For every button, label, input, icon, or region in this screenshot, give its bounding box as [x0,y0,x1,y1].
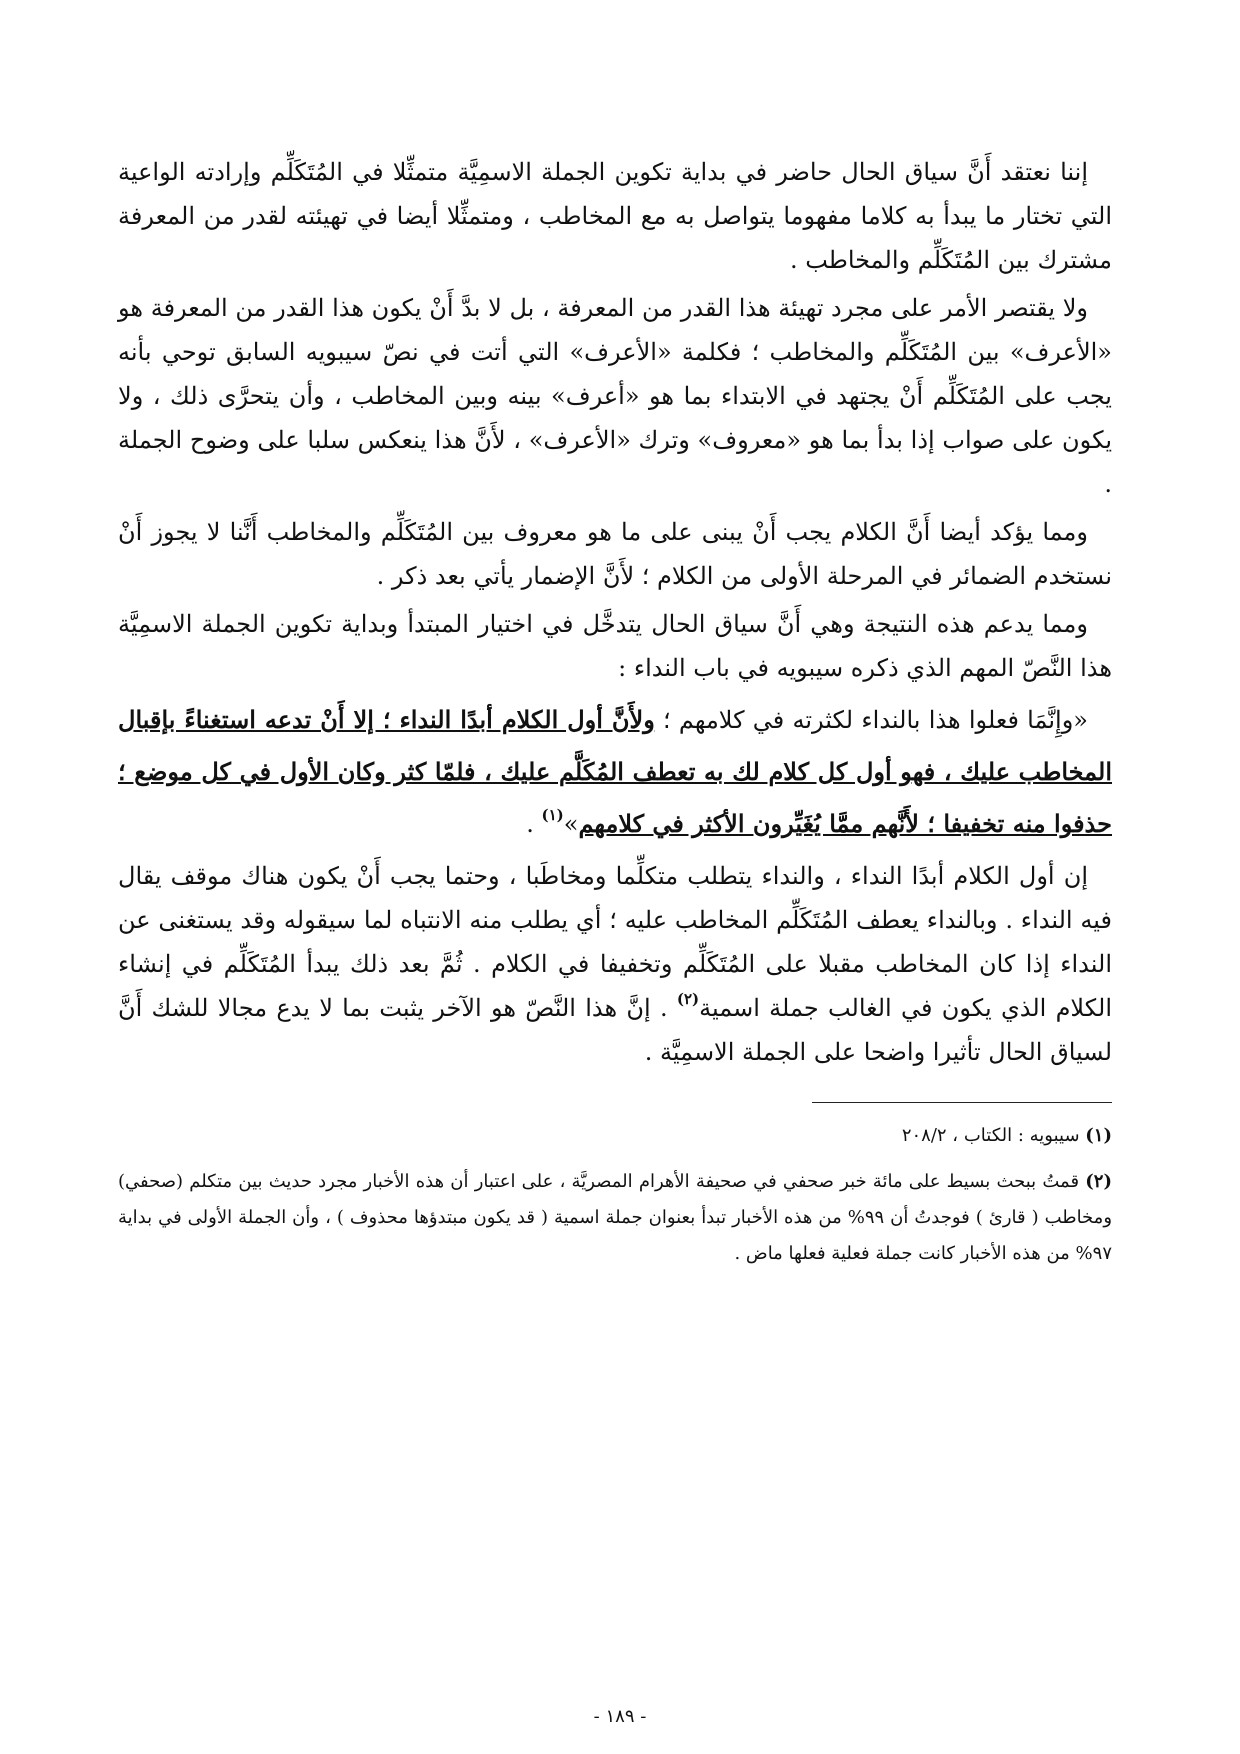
footnote-2-text: قمتُ ببحث بسيط على مائة خبر صحفي في صحيفة الأهرام المصريَّة ، على اعتبار أن هذه الأخبار مجرد حديث بين متكلم (صحفي) ومخاطب ( قارئ ) فوجدتُ أن ٩٩% من هذه الأخبار تبدأ بعنوان جملة اسمية ( قد يكون مبتدؤها محذوف ) ، وأن الجملة الأولى في بداية ٩٧% من هذه الأخبار كانت جملة فعلية فعلها ماض . [118,1171,1113,1264]
paragraph-5 [118,854,1112,1074]
quote-closing-mark: » [563,810,579,838]
paragraph-2: ولا يقتصر الأمر على مجرد تهيئة هذا القدر من المعرفة ، بل لا بدَّ أَنْ يكون هذا القدر من المعرفة هو «الأعرف» بين المُتَكَلِّم والمخاطب ؛ فكلمة «الأعرف» التي أتت في نصّ سيبويه السابق توحي بأنه يجب على المُتَكَلِّم أَنْ يجتهد في الابتداء بما هو «أعرف» بينه وبين المخاطب ، وأن يتحرَّى ذلك ، ولا يكون على صواب إذا بدأ بما هو «معروف» وترك «الأعرف» ، لأَنَّ هذا ينعكس سلبا على وضوح الجملة . [118,294,1112,498]
footnote-2-number: (٢) [1085,1171,1112,1192]
paragraph-3: ومما يؤكد أيضا أَنَّ الكلام يجب أَنْ يبنى على ما هو معروف بين المُتَكَلِّم والمخاطب أَنَّنا لا يجوز أَنْ نستخدم الضمائر في المرحلة الأولى من الكلام ؛ لأَنَّ الإضمار يأتي بعد ذكر . [118,518,1112,590]
page-number: - ١٨٩ - [593,1706,647,1727]
footnote-ref-1[interactable]: (١) [541,806,564,824]
footnotes [118,1118,1112,1282]
paragraph-1: إننا نعتقد أَنَّ سياق الحال حاضر في بداية تكوين الجملة الاسمِيَّة متمثِّلا في المُتَكَلِّم وإرادته الواعية التي تختار ما يبدأ به كلاما مفهوما يتواصل به مع المخاطب ، ومتمثِّلا أيضا في تهيئته لقدر من المعرفة مشترك بين المُتَكَلِّم والمخاطب . [118,158,1112,274]
quote-end: . [526,810,542,838]
footnote-ref-2[interactable]: (٢) [676,990,700,1008]
paragraph-5-part-a: إن أول الكلام أبدًا النداء ، والنداء يتطلب متكلِّما ومخاطَبا ، وحتما يجب أَنْ يكون هناك موقف يقال فيه النداء . وبالنداء يعطف المُتَكَلِّم المخاطب عليه ؛ أي يطلب منه الانتباه لما سيقوله وقد يستغنى عن النداء إذا كان المخاطب مقبلا على المُتَكَلِّم وتخفيفا في الكلام . ثُمَّ بعد ذلك يبدأ المُتَكَلِّم في إنشاء الكلام الذي يكون في الغالب جملة اسمية [118,862,1112,1022]
quote-underlined-text: ولأَنَّ أول الكلام أبدًا النداء ؛ إلا أَنْ تدعه استغناءً بإقبال المخاطب عليك ، فهو أول كل كلام لك به تعطف المُكَلَّم عليك ، فلمّا كثر وكان الأول في كل موضع ؛ حذفوا منه تخفيفا ؛ لأَنَّهم ممَّا يُغَيِّرون الأكثر في كلامهم [118,705,1112,838]
footnote-1 [118,1118,1112,1154]
paragraph-5-part-b: . إنَّ هذا النَّصّ هو الآخر يثبت بما لا يدع مجالا للشك أَنَّ لسياق الحال تأثيرا واضحا على الجملة الاسمِيَّة . [118,994,1112,1066]
main-text [118,150,1112,1078]
footnote-separator [812,1102,1112,1103]
footnote-1-text: سيبويه : الكتاب ، ٢٠٨/٢ [901,1125,1080,1146]
footnote-1-number: (١) [1085,1125,1112,1146]
quote-opening: «وإِنَّمَا فعلوا هذا بالنداء لكثرته في كلامهم ؛ [654,706,1088,734]
footnote-2 [118,1164,1112,1272]
sibawayh-quote [118,694,1112,850]
paragraph-4: ومما يدعم هذه النتيجة وهي أَنَّ سياق الحال يتدخَّل في اختيار المبتدأ وبداية تكوين الجملة الاسمِيَّة هذا النَّصّ المهم الذي ذكره سيبويه في باب النداء : [118,610,1112,682]
